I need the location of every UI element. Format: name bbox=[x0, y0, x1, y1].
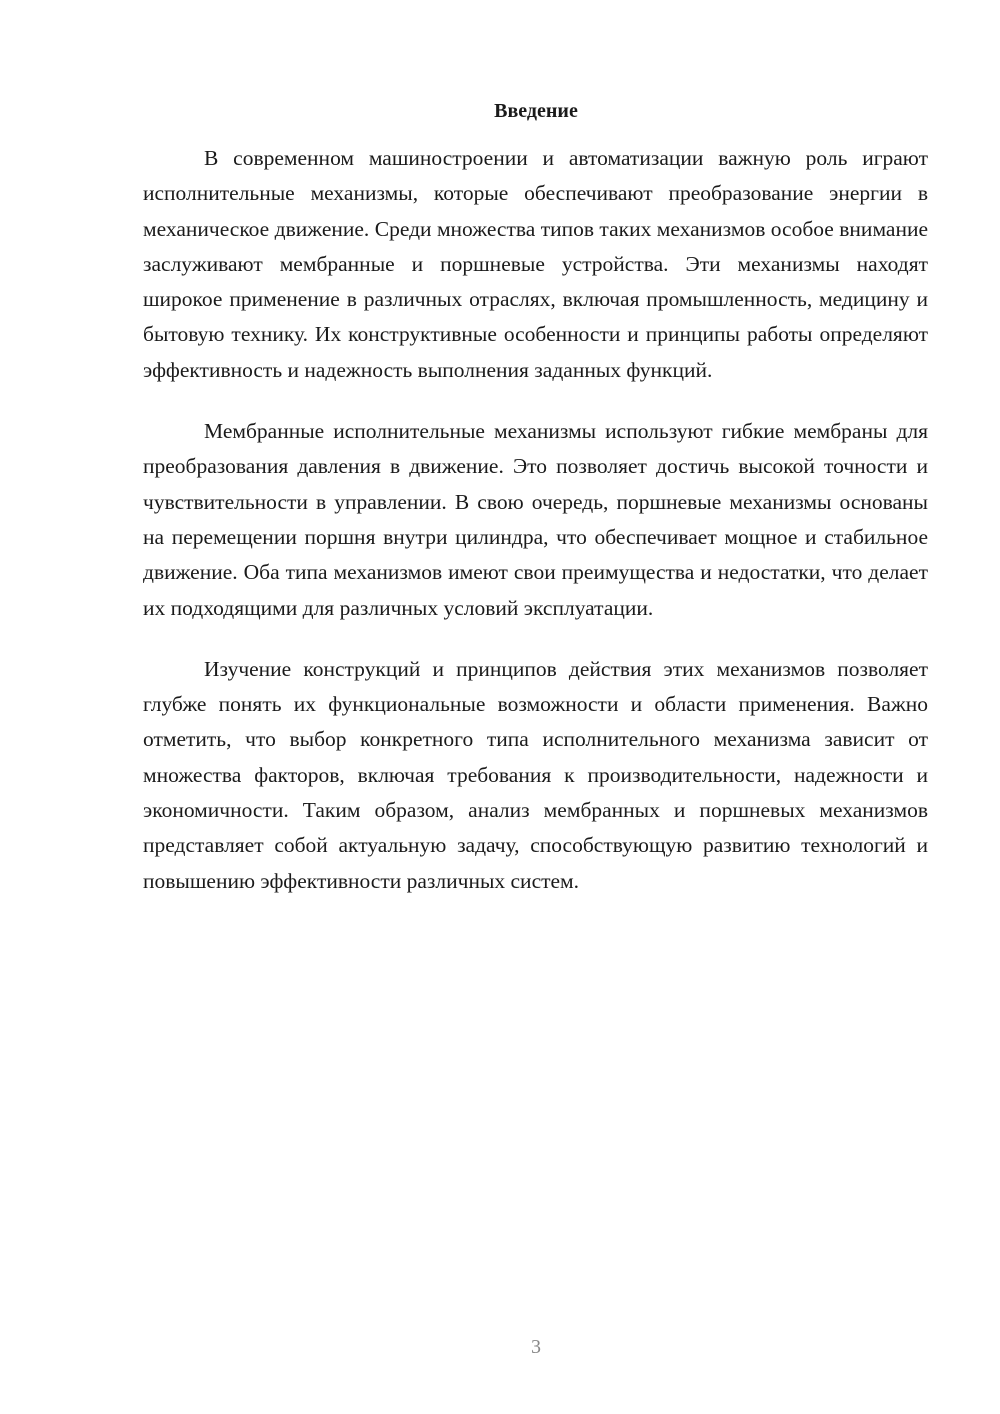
body-text bbox=[143, 141, 928, 925]
page-number: 3 bbox=[531, 1336, 541, 1358]
section-heading: Введение bbox=[494, 100, 578, 122]
paragraph-3: Изучение конструкций и принципов действия этих механизмов позволяет глубже понять их функциональные возможности и области применения. Важно отметить, что выбор конкретного типа исполнительного механизма зависит от множества факторов, включая требования к производительности, надежности и экономичности. Таким образом, анализ мембранных и поршневых механизмов представляет собой актуальную задачу, способствующую развитию технологий и повышению эффективности различных систем. bbox=[143, 656, 928, 893]
paragraph-1: В современном машиностроении и автоматизации важную роль играют исполнительные механизмы, которые обеспечивают преобразование энергии в механическое движение. Среди множества типов таких механизмов особое внимание заслуживают мембранные и поршневые устройства. Эти механизмы находят широкое применение в различных отраслях, включая промышленность, медицину и бытовую технику. Их конструктивные особенности и принципы работы определяют эффективность и надежность выполнения заданных функций. bbox=[143, 146, 928, 382]
paragraph-2: Мембранные исполнительные механизмы используют гибкие мембраны для преобразования давления в движение. Это позволяет достичь высокой точности и чувствительности в управлении. В свою очередь, поршневые механизмы основаны на перемещении поршня внутри цилиндра, что обеспечивает мощное и стабильное движение. Оба типа механизмов имеют свои преимущества и недостатки, что делает их подходящими для различных условий эксплуатации. bbox=[143, 419, 928, 620]
